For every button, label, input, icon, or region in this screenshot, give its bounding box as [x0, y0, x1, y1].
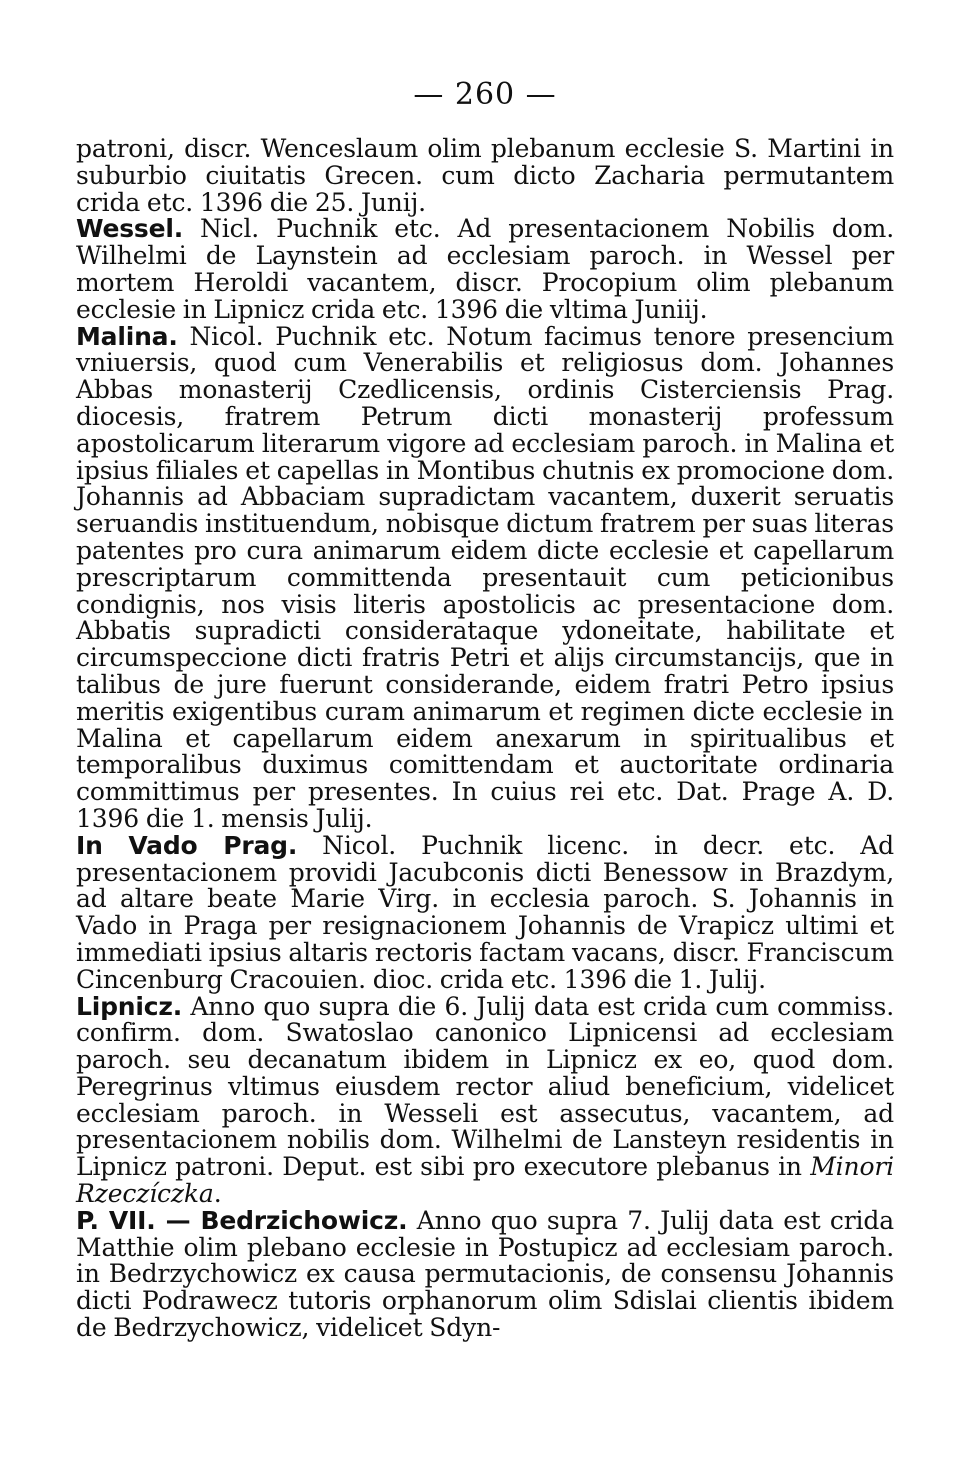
document-body: [76, 136, 894, 1342]
heading-lipnicz: Lipnicz.: [76, 991, 183, 1021]
heading-bedrzichowicz: P. VII. — Bedrzichowicz.: [76, 1205, 408, 1235]
heading-wessel: Wessel.: [76, 214, 184, 244]
heading-malina: Malina.: [76, 321, 178, 351]
paragraph-3-text: Nicol. Puchnik licenc. in decr. etc. Ad presentacionem providi Jacubconis dicti Benessow in Brazdym, ad altare beate Marie Virg. in ecclesia paroch. S. Johannis in Vado in Praga per resignacionem Johannis de Vrapicz ultimi et immediati ipsius altaris rectoris factam vacans, discr. Franciscum Cincenburg Cracouien. dioc. crida etc. 1396 die 1. Julij.: [76, 830, 894, 994]
paragraph-4-text: Anno quo supra die 6. Julij data est crida cum commiss. confirm. dom. Swatoslao canonico Lipnicensi ad ecclesiam paroch. seu decanatum ibidem in Lipnicz ex eo, quod dom. Peregrinus vltimus eiusdem rector aliud beneficium, videlicet ecclesiam paroch. in Wesseli est assecutus, vacantem, ad presentacionem nobilis dom. Wilhelmi de Lansteyn residentis in Lipnicz patroni. Deput. est sibi pro executore plebanus in: [76, 991, 894, 1182]
paragraph-4-tail: .: [213, 1179, 222, 1209]
document-page: [76, 78, 894, 1342]
paragraph-1-text: Nicl. Puchnik etc. Ad presentacionem Nobilis dom. Wilhelmi de Laynstein ad ecclesiam paroch. in Wessel per mortem Heroldi vacantem, discr. Procopium olim plebanum ecclesie in Lipnicz crida etc. 1396 die vltima Juniij.: [76, 214, 894, 324]
paragraph-4-italic: Minori Rzeczíczka: [76, 1152, 894, 1209]
heading-in-vado-prag: In Vado Prag.: [76, 830, 298, 860]
page-number: — 260 —: [413, 77, 557, 112]
paragraph-0-text: patroni, discr. Wenceslaum olim plebanum ecclesie S. Martini in suburbio ciuitatis Grecen. cum dicto Zacharia permutantem crida etc. 1396 die 25. Junij.: [76, 134, 894, 217]
paragraph-2-text: Nicol. Puchnik etc. Notum facimus tenore presencium vniuersis, quod cum Venerabilis et religiosus dom. Johannes Abbas monasterij Czedlicensis, ordinis Cisterciensis Prag. diocesis, fratrem Petrum dicti monasterij professum apostolicarum literarum vigore ad ecclesiam paroch. in Malina et ipsius filiales et capellas in Montibus chutnis ex promocione dom. Johannis ad Abbaciam supradictam vacantem, duxerit seruatis seruandis instituendum, nobisque dictum fratrem per suas literas patentes pro cura animarum eidem dicte ecclesie et capellarum prescriptarum committenda presentauit cum peticionibus condignis, nos visis literis apostolicis ac presentacione dom. Abbatis supradicti considerataque ydoneitate, habilitate et circumspeccione dicti fratris Petri et alijs circumstancijs, que in talibus de jure fuerunt considerande, eidem fratri Petro ipsius meritis exigentibus curam animarum et regimen dicte ecclesie in Malina et capellarum eidem anexarum in spiritualibus et temporalibus duximus comittendam et auctoritate ordinaria committimus per presentes. In cuius rei etc. Dat. Prage A. D. 1396 die 1. mensis Julij.: [76, 321, 894, 833]
paragraph-5-text: Anno quo supra 7. Julij data est crida Matthie olim plebano ecclesie in Postupicz ad ecclesiam paroch. in Bedrzychowicz ex causa permutacionis, de consensu Johannis dicti Podrawecz tutoris orphanorum olim Sdislai clientis ibidem de Bedrzychowicz, videlicet Sdyn-: [76, 1205, 894, 1343]
